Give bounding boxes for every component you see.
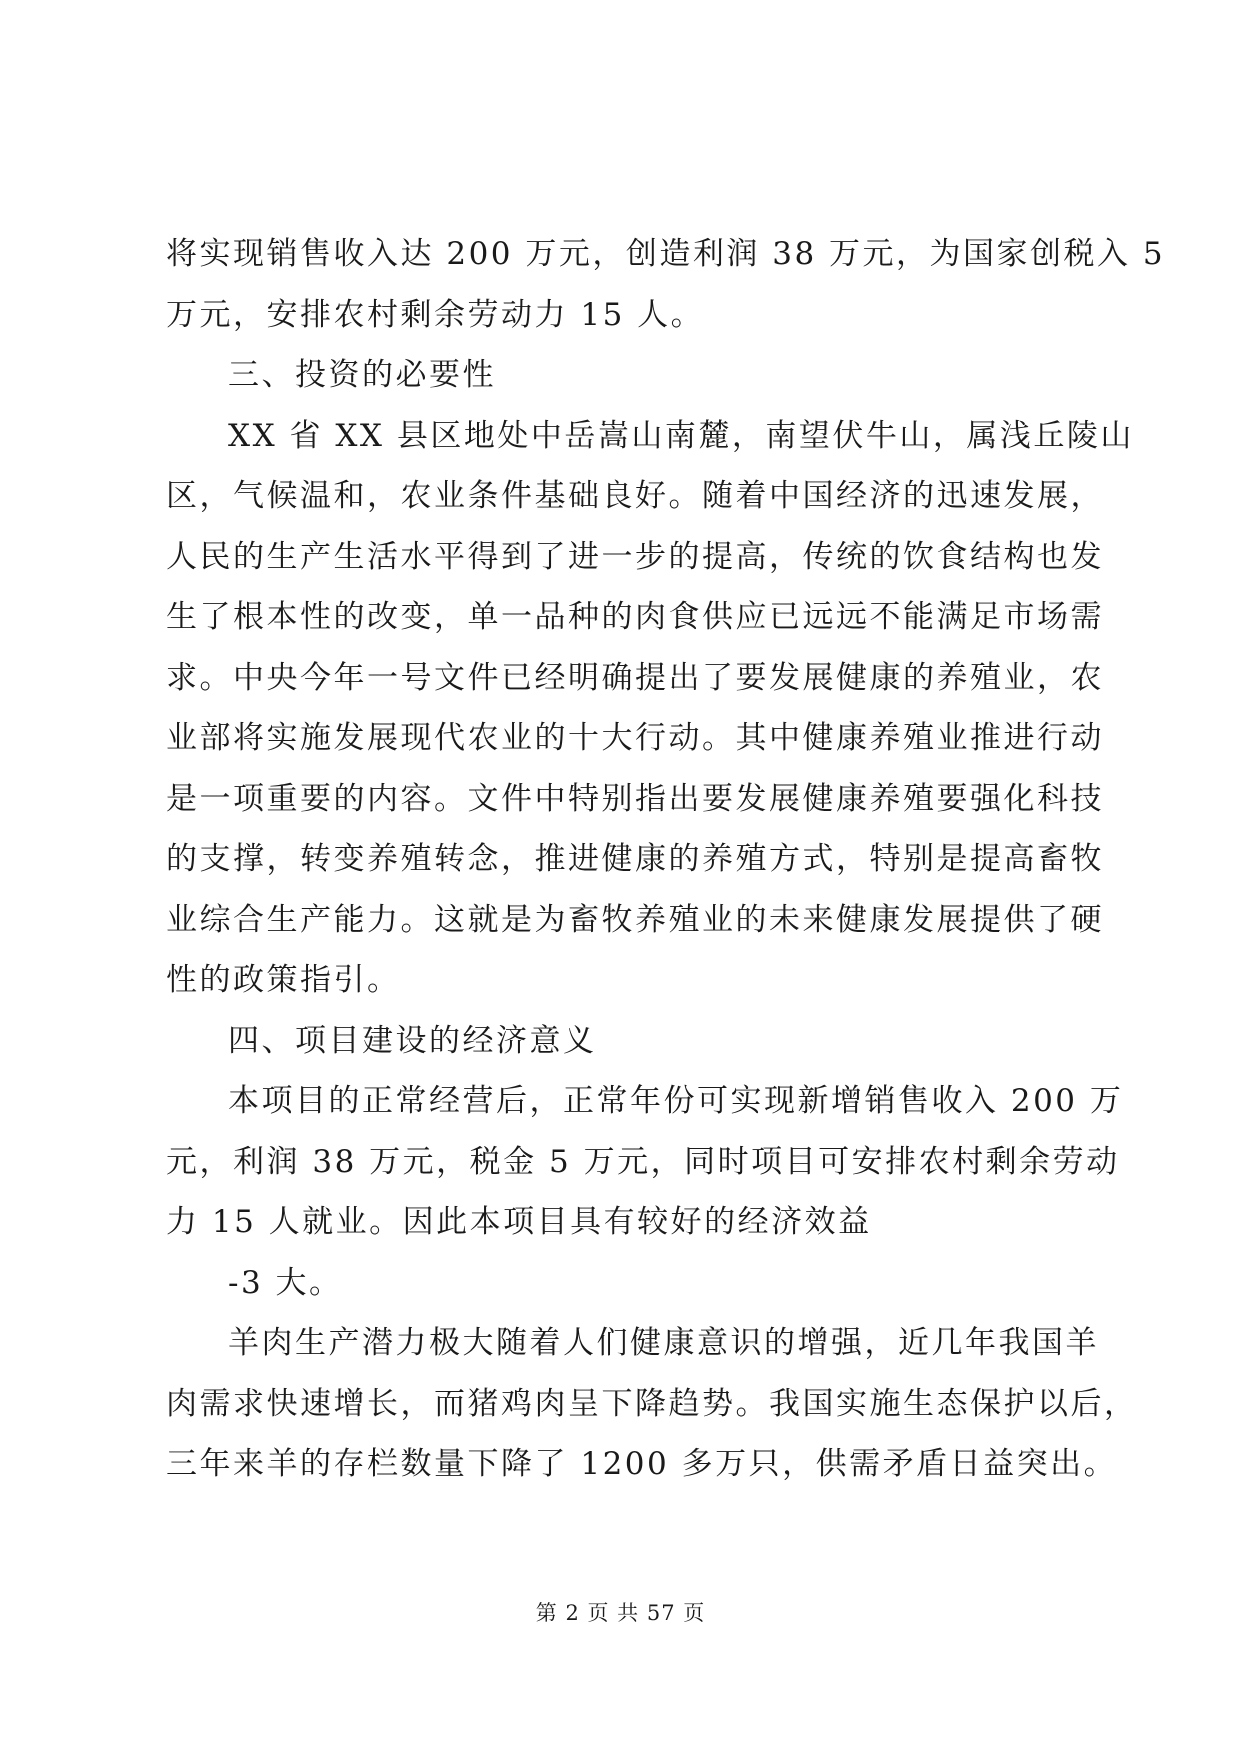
text-line: 求。中央今年一号文件已经明确提出了要发展健康的养殖业，农 bbox=[166, 659, 1104, 696]
text-line: 本项目的正常经营后，正常年份可实现新增销售收入 200 万 bbox=[228, 1083, 1124, 1119]
text-line: 业部将实施发展现代农业的十大行动。其中健康养殖业推进行动 bbox=[166, 720, 1104, 756]
text-line: 生了根本性的改变，单一品种的肉食供应已远远不能满足市场需 bbox=[166, 599, 1104, 635]
text-line: 肉需求快速增长，而猪鸡肉呈下降趋势。我国实施生态保护以后， bbox=[166, 1385, 1138, 1422]
text-line: -3 大。 bbox=[228, 1264, 343, 1301]
text-line: 区，气候温和，农业条件基础良好。随着中国经济的迅速发展， bbox=[166, 478, 1104, 514]
text-line: 将实现销售收入达 200 万元，创造利润 38 万元，为国家创税入 5 bbox=[166, 236, 1166, 272]
text-line: 人民的生产生活水平得到了进一步的提高，传统的饮食结构也发 bbox=[166, 538, 1104, 575]
text-line: 业综合生产能力。这就是为畜牧养殖业的未来健康发展提供了硬 bbox=[166, 901, 1104, 938]
page-footer bbox=[0, 1598, 1241, 1628]
section-heading: 四、项目建设的经济意义 bbox=[228, 1022, 597, 1059]
text-line: 羊肉生产潜力极大随着人们健康意识的增强，近几年我国羊 bbox=[228, 1325, 1099, 1361]
section-heading: 三、投资的必要性 bbox=[228, 357, 496, 393]
text-line: 三年来羊的存栏数量下降了 1200 多万只，供需矛盾日益突出。 bbox=[166, 1446, 1118, 1482]
body-text bbox=[166, 224, 1166, 1495]
text-line: 的支撑，转变养殖转念，推进健康的养殖方式，特别是提高畜牧 bbox=[166, 841, 1104, 877]
text-line: 万元，安排农村剩余劳动力 15 人。 bbox=[166, 296, 705, 333]
text-line: 元，利润 38 万元，税金 5 万元，同时项目可安排农村剩余劳动 bbox=[166, 1143, 1120, 1180]
page-number-label: 第 2 页 共 57 页 bbox=[535, 1601, 706, 1625]
text-line: 性的政策指引。 bbox=[166, 962, 401, 998]
text-line: 力 15 人就业。因此本项目具有较好的经济效益 bbox=[166, 1204, 872, 1240]
text-line: XX 省 XX 县区地处中岳嵩山南麓，南望伏牛山，属浅丘陵山 bbox=[228, 417, 1134, 454]
text-line: 是一项重要的内容。文件中特别指出要发展健康养殖要强化科技 bbox=[166, 780, 1104, 817]
